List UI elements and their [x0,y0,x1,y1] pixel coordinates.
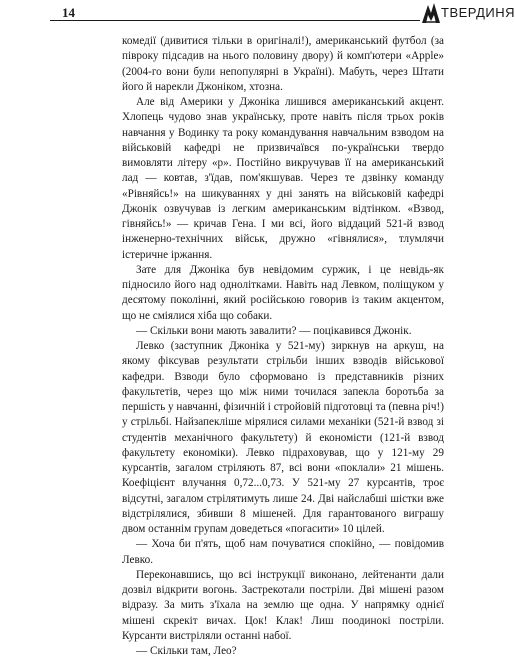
header-rule [50,20,420,21]
page-body [122,34,444,659]
page-number: 14 [62,5,75,20]
dialogue-line: — Скільки там, Лео? [136,645,237,657]
paragraph: Зате для Джоніка був невідомим суржик, і це невідь-як підносило його над однолітками. Навіть над Левком, поліщуком у десятому поколінні, який російською говорив із таким акцентом, що не сміялися хіба що собаки. [122,263,444,322]
page-header [0,0,515,30]
paragraph: Але від Америки у Джоніка лишився американський акцент. Хлопець чудово знав українську, проте навіть після трьох років навчання у Водинку та року командування навчальним взводом на військовій кафедрі не призвичаївся по-українськи твердо вимовляти літеру «р». Постійно викручував її на американський лад — ковтав, з'їдав, пом'якшував. Через те дзвінку команду «Рівняйсь!» на шикуваннях у дні занять на військовій кафедрі Джонік озвучував із легким американським відтінком. «Взвод, гівняйсь!» — кричав Гена. І ми всі, його віддаций 521-й взвод інженерно-технічних військ, дружно «гівнялися», тлумлячи істеричне іржання. [122,96,444,261]
paragraph: Переконавшись, що всі інструкції виконано, лейтенанти дали дозвіл відкрити вогонь. Застрекотали постріли. Дві мішені разом відразу. За мить з'їхала на землю ще одна. У напрямку однієї мішені скрекіт вичах. Цок! Клак! Лиш поодинокі постріли. Курсанти вистріляли останні набої. [122,568,444,642]
paragraph: Левко (заступник Джоніка у 521-му) зиркнув на аркуш, на якому фіксував результати стрільби інших взводів військової кафедри. Взводи було сформовано із представників різних факультетів, через що між ними точилася запекла боротьба за першість у навчанні, фізичній і стройовій підготовці та (певна річ!) у стрільбі. Найзапекліше мірялися силами механіки (521-й взвод зі студентів механічного факультету) й економісти (121-й взвод факультету економіки). Левко підраховував, що у 121-му 29 курсантів, загалом стріляють 87, всі вони «поклали» 21 мішень. Коефіцієнт влучання 0,72...0,73. У 521-му 27 курсантів, троє відсутні, загалом стрілятимуть лише 24. Дві найслабші шістки вже відстрілялися, збивши 8 мішеней. Для гарантованого виграшу двом останнім групам доведеться «погасити» 10 цілей. [122,340,444,535]
book-fire-logo-icon [420,1,442,25]
dialogue-line: — Хоча би п'ять, щоб нам почуватися спокійно, — повідомив Левко. [122,538,444,566]
paragraph: комедії (дивитися тільки в оригіналі!), американський футбол (за півроку підсадив на нього половину двору) й комп'ютери «Apple» (2004-го вони були непопулярні в Україні). Мабуть, через Штати його й нарекли Джоніком, хтозна. [122,35,444,93]
running-title: ТВЕРДИНЯ [441,5,515,20]
dialogue-line: — Скільки вони мають завалити? — поцікавився Джонік. [136,324,412,337]
